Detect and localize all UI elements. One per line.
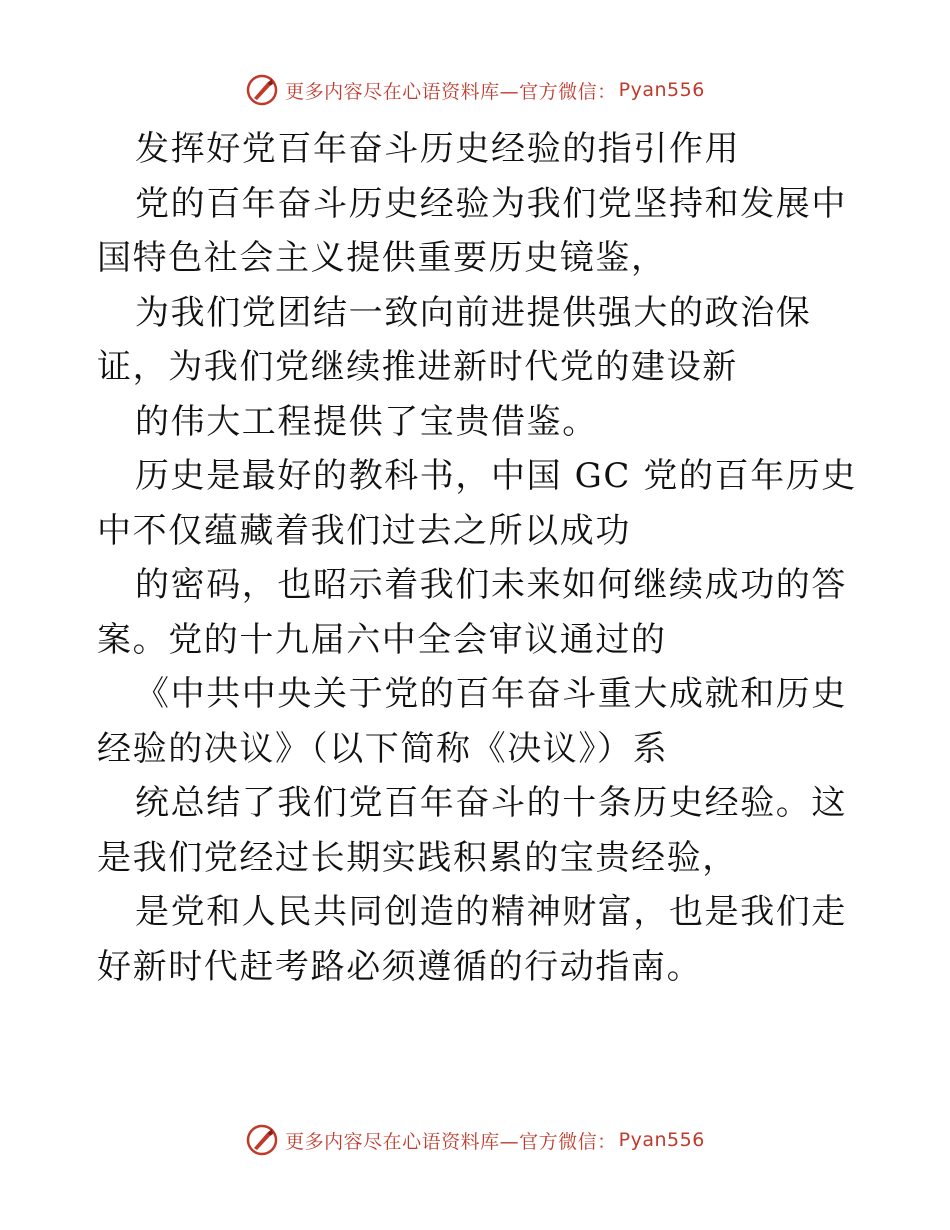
header-watermark [0, 70, 950, 110]
paragraph: 统总结了我们党百年奋斗的十条历史经验。这是我们党经过长期实践积累的宝贵经验， [97, 783, 847, 878]
paragraph: 《中共中央关于党的百年奋斗重大成就和历史经验的决议》（以下简称《决议》）系 [97, 674, 847, 769]
watermark-brand: Pyan556 [618, 79, 705, 101]
footer-watermark [0, 1120, 950, 1160]
paragraph: 是党和人民共同创造的精神财富，也是我们走好新时代赶考路必须遵循的行动指南。 [97, 892, 847, 987]
paragraph: 的伟大工程提供了宝贵借鉴。 [135, 401, 598, 442]
paragraph: 历史是最好的教科书，中国 GC 党的百年历史中不仅蕴藏着我们过去之所以成功 [97, 456, 857, 551]
watermark-brand: Pyan556 [618, 1129, 705, 1151]
watermark-text: 更多内容尽在心语资料库—官方微信： [285, 1130, 617, 1153]
quill-logo-icon [245, 1123, 279, 1157]
paragraph: 的密码，也昭示着我们未来如何继续成功的答案。党的十九届六中全会审议通过的 [97, 565, 847, 660]
paragraph: 发挥好党百年奋斗历史经验的指引作用 [135, 129, 741, 169]
watermark-text: 更多内容尽在心语资料库—官方微信： [285, 80, 617, 103]
paragraph: 为我们党团结一致向前进提供强大的政治保证，为我们党继续推进新时代党的建设新 [97, 292, 812, 387]
paragraph: 党的百年奋斗历史经验为我们党坚持和发展中国特色社会主义提供重要历史镜鉴， [97, 183, 847, 278]
quill-logo-icon [245, 73, 279, 107]
document-body [97, 122, 857, 994]
